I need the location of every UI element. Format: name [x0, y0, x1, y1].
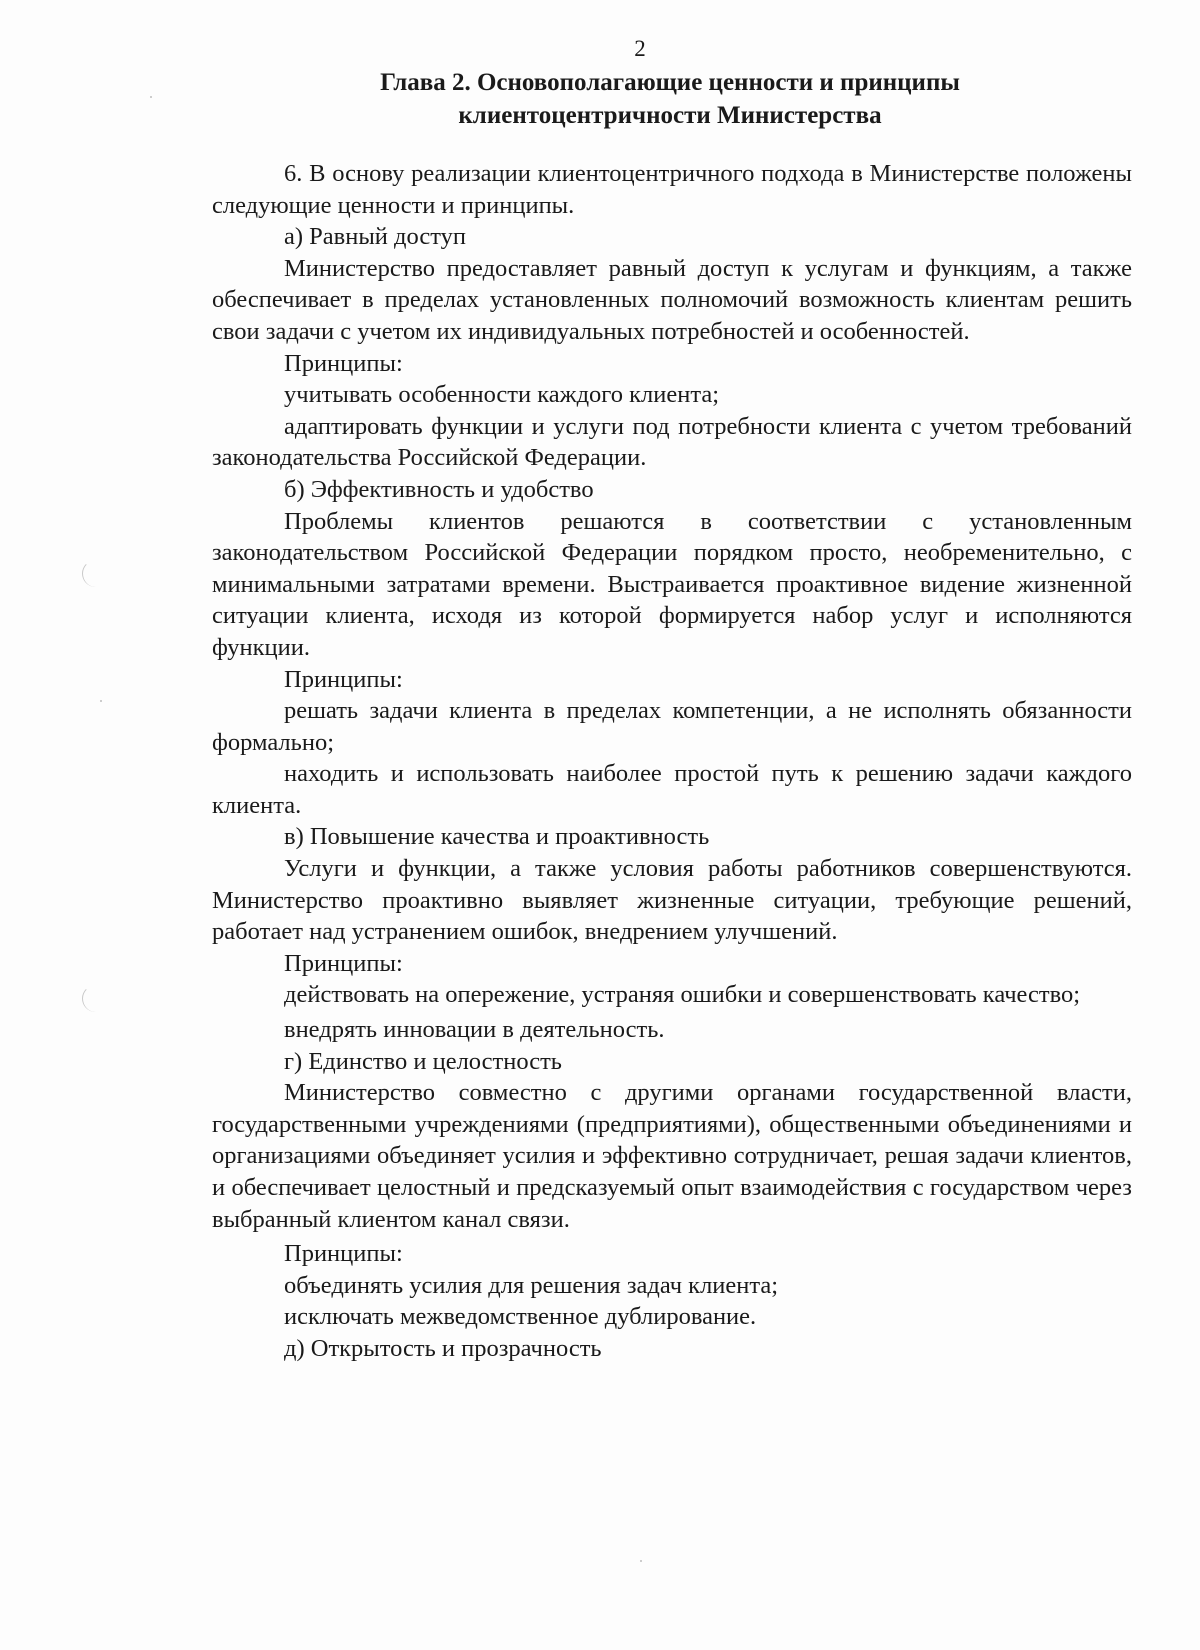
scan-speck: [150, 96, 152, 98]
scan-punch-hole-mark: [82, 985, 109, 1012]
section-heading: в) Повышение качества и проактивность: [284, 823, 710, 851]
paragraph: Услуги и функции, а также условия работы работников совершенствуются. Министерство проактивно выявляет жизненные ситуации, требующие решений, работает над устранением ошибок, внедрением улучшений.: [212, 855, 1132, 946]
paragraph: Проблемы клиентов решаются в соответствии с установленным законодательством Российской Федерации порядком просто, необременительно, с минимальными затратами времени. Выстраивается проактивное видение жизненной ситуации клиента, исходя из которой формируется набор услуг и исполняются функции.: [212, 507, 1132, 661]
section-heading: д) Открытость и прозрачность: [284, 1334, 602, 1362]
principles-label: Принципы:: [284, 1240, 403, 1268]
page-number: 2: [634, 36, 646, 61]
chapter-title: [210, 66, 1130, 132]
paragraph: 6. В основу реализации клиентоцентричного подхода в Министерстве положены следующие ценности и принципы.: [212, 160, 1132, 219]
scan-punch-hole-mark: [82, 560, 109, 587]
principles-label: Принципы:: [284, 665, 403, 693]
principle-item: исключать межведомственное дублирование.: [284, 1303, 757, 1331]
principle-item: действовать на опережение, устраняя ошибки и совершенствовать качество;: [284, 981, 1081, 1009]
principle-item: находить и использовать наиболее простой путь к решению задачи каждого клиента.: [212, 760, 1132, 819]
scan-speck: [640, 1560, 642, 1562]
principle-item: внедрять инновации в деятельность.: [284, 1016, 665, 1044]
section-heading: а) Равный доступ: [284, 223, 466, 251]
principle-item: объединять усилия для решения задач клиента;: [284, 1271, 779, 1299]
body-text: [212, 158, 1132, 1365]
principle-item: учитывать особенности каждого клиента;: [284, 381, 720, 409]
paragraph: Министерство предоставляет равный доступ к услугам и функциям, а также обеспечивает в пределах установленных полномочий возможность клиентам решить свои задачи с учетом их индивидуальных потребностей и особенностей.: [212, 254, 1132, 345]
principles-label: Принципы:: [284, 349, 403, 377]
principles-label: Принципы:: [284, 949, 403, 977]
chapter-title-line: клиентоцентричности Министерства: [458, 102, 882, 129]
principle-item: решать задачи клиента в пределах компетенции, а не исполнять обязанности формально;: [212, 697, 1132, 756]
paragraph: Министерство совместно с другими органами государственной власти, государственными учреждениями (предприятиями), общественными объединениями и организациями объединяет усилия и эффективно сотрудничает, решая задачи клиентов, и обеспечивает целостный и предсказуемый опыт взаимодействия с государством через выбранный клиентом канал связи.: [212, 1079, 1132, 1233]
principle-item: адаптировать функции и услуги под потребности клиента с учетом требований законодательства Российской Федерации.: [212, 412, 1132, 472]
section-heading: г) Единство и целостность: [284, 1047, 562, 1075]
scan-speck: [100, 700, 102, 702]
chapter-title-line: Глава 2. Основополагающие ценности и принципы: [380, 69, 960, 96]
section-heading: б) Эффективность и удобство: [284, 475, 594, 503]
